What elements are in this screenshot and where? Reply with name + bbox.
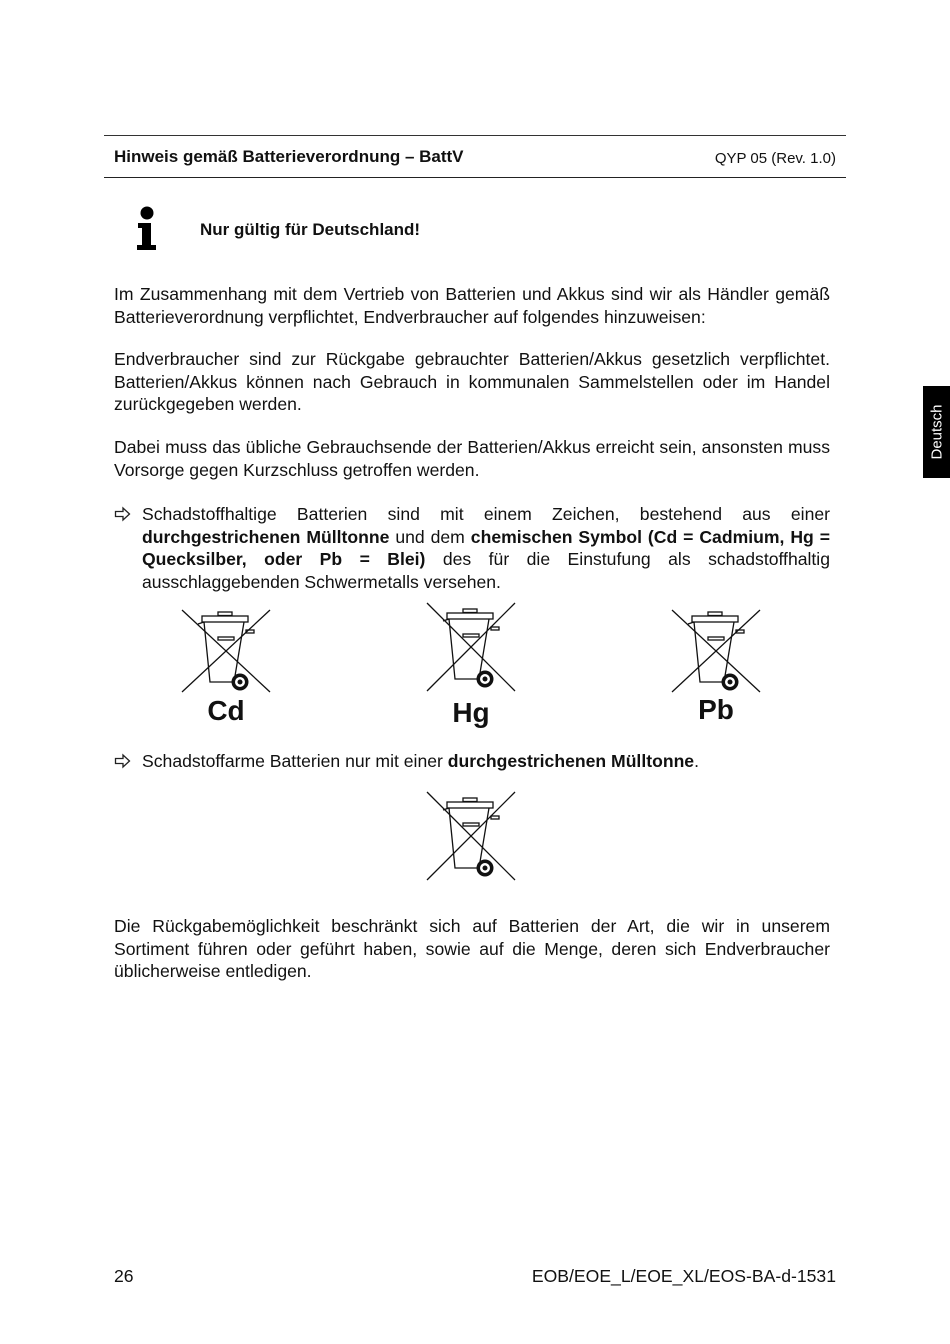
crossed-out-bin-icon xyxy=(425,601,517,693)
paragraph-end-of-use: Dabei muss das übliche Gebrauchsende der Batterien/Akkus erreicht sein, ansonsten muss Vorsorge gegen Kurzschluss getroffen werden. xyxy=(114,437,830,480)
paragraph-return-scope: Die Rückgabemöglichkeit beschränkt sich auf Batterien der Art, die wir in unserem Sortiment führen oder geführt haben, sowie auf die Menge, deren sich Endverbraucher üblicherweise entledigen. xyxy=(114,916,830,981)
bullet-hazardous-text: Schadstoffhaltige Batterien sind mit einem Zeichen, bestehend aus einer durchgestrichenen Mülltonne und dem chemischen Symbol (Cd = Cadmium, Hg = Quecksilber, oder Pb = Blei) des für die Einstufung als schadstoffhaltig ausschlaggebenden Schwermetalls versehen. xyxy=(142,504,831,592)
symbol-label-cd: Cd xyxy=(207,695,245,726)
info-note: Nur gültig für Deutschland! xyxy=(200,220,421,239)
arrow-right-icon xyxy=(114,503,132,525)
symbol-label-pb: Pb xyxy=(698,694,734,725)
language-tab-label: Deutsch xyxy=(928,404,945,460)
header-title: Hinweis gemäß Batterieverordnung – BattV xyxy=(114,147,464,166)
crossed-out-bin-icon xyxy=(425,790,517,882)
arrow-right-icon xyxy=(114,750,132,772)
crossed-out-bin-icon xyxy=(180,608,272,694)
header-bottom-rule xyxy=(104,177,846,178)
bullet-low-pollutant-batteries xyxy=(114,750,830,773)
info-icon xyxy=(134,206,160,252)
symbol-label-hg: Hg xyxy=(452,697,490,728)
language-tab xyxy=(923,386,950,478)
crossed-out-bin-icon xyxy=(670,608,762,694)
bullet-low-pollutant-text: Schadstoffarme Batterien nur mit einer durchgestrichenen Mülltonne. xyxy=(142,751,699,771)
page-number: 26 xyxy=(114,1266,134,1286)
paragraph-obligation: Endverbraucher sind zur Rückgabe gebrauchter Batterien/Akkus gesetzlich verpflichtet. Batterien/Akkus können nach Gebrauch in kommunalen Sammelstellen oder im Handel zurückgegeben werden. xyxy=(114,349,830,414)
bullet-hazardous-batteries xyxy=(114,503,830,593)
header-revision: QYP 05 (Rev. 1.0) xyxy=(714,150,836,167)
header-top-rule xyxy=(104,135,846,136)
document-id: EOB/EOE_L/EOE_XL/EOS-BA-d-1531 xyxy=(531,1266,836,1286)
paragraph-intro: Im Zusammenhang mit dem Vertrieb von Batterien und Akkus sind wir als Händler gemäß Batterieverordnung verpflichtet, Endverbraucher auf folgendes hinzuweisen: xyxy=(114,284,830,327)
